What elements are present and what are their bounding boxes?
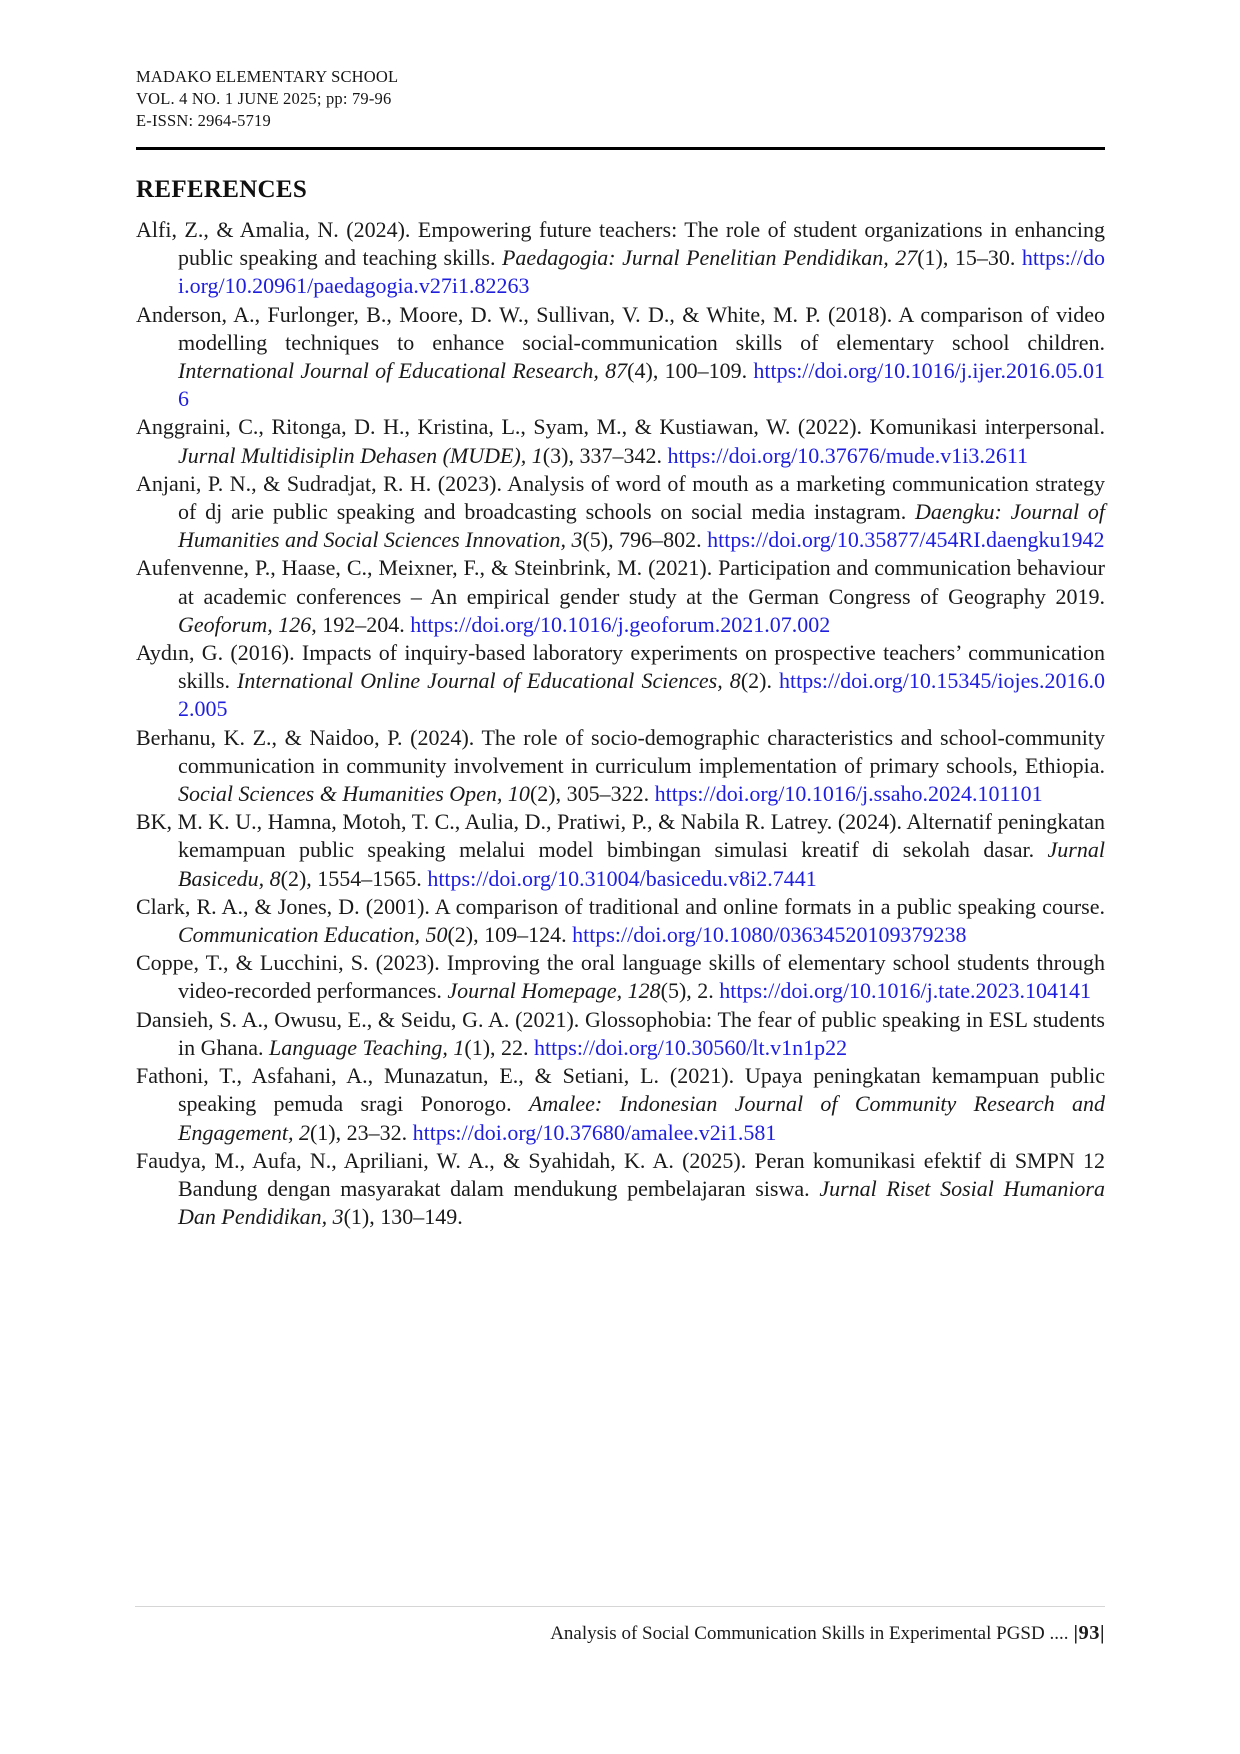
reference-entry [136,1062,1105,1147]
journal-title: Jurnal Riset Sosial Humaniora Dan Pendidikan, 3 [178,1175,1105,1230]
ref-text: BK, M. K. U., Hamna, Motoh, T. C., Aulia, D., Pratiwi, P., & Nabila R. Latrey. (2024). Alternatif peningkatan kemampuan public speaking melalui model bimbingan simulasi kreatif di sekolah dasar. [136,809,1105,863]
doi-link[interactable]: https://doi.org/10.15345/iojes.2016.02.005 [178,668,1105,722]
journal-title: International Online Journal of Educational Sciences, 8 [237,668,741,694]
doi-link[interactable]: https://doi.org/10.1080/03634520109379238 [572,922,967,948]
ref-text: (2), 1554–1565. [280,865,428,891]
doi-link[interactable]: https://doi.org/10.37680/amalee.v2i1.581 [412,1119,777,1145]
ref-text: (4), 100–109. [627,358,754,384]
doi-link[interactable]: https://doi.org/10.1016/j.ssaho.2024.101101 [654,781,1043,807]
journal-header [136,66,1105,132]
ref-text: (1), 15–30. [917,245,1022,271]
journal-name: MADAKO ELEMENTARY SCHOOL [136,67,399,86]
journal-title: Communication Education, 50 [178,922,448,948]
header-rule [136,147,1105,150]
ref-text: Anderson, A., Furlonger, B., Moore, D. W., Sullivan, V. D., & White, M. P. (2018). A comparison of video modelling techniques to enhance social-communication skills of elementary school children. [136,301,1105,355]
ref-text: (1), 130–149. [343,1204,463,1230]
references-list [136,216,1105,1231]
doi-link[interactable]: https://doi.org/10.1016/j.geoforum.2021.07.002 [410,611,831,637]
doi-link[interactable]: https://doi.org/10.35877/454RI.daengku1942 [707,527,1105,553]
ref-text: (2), 305–322. [529,781,655,807]
ref-text: Anggraini, C., Ritonga, D. H., Kristina, L., Syam, M., & Kustiawan, W. (2022). Komunikasi interpersonal. [136,414,1105,440]
doi-link[interactable]: https://doi.org/10.30560/lt.v1n1p22 [534,1034,848,1060]
doi-link[interactable]: https://doi.org/10.37676/mude.v1i3.2611 [667,442,1029,468]
journal-title: International Journal of Educational Research, 87 [178,358,628,384]
ref-text: Clark, R. A., & Jones, D. (2001). A comparison of traditional and online formats in a public speaking course. [136,893,1105,919]
ref-text: (2). [740,668,780,694]
reference-entry [136,949,1105,1005]
reference-entry [136,1006,1105,1062]
doi-link[interactable]: https://doi.org/10.31004/basicedu.v8i2.7441 [427,865,817,891]
ref-text: Aufenvenne, P., Haase, C., Meixner, F., & Steinbrink, M. (2021). Participation and communication behaviour at academic conferences – An empirical gender study at the German Congress of Geography 2019. [136,555,1105,609]
ref-text: Berhanu, K. Z., & Naidoo, P. (2024). The role of socio-demographic characteristics and school-community communication in community involvement in curriculum implementation of primary schools, Ethiopia. [136,724,1105,778]
reference-entry [136,301,1105,414]
ref-text: Coppe, T., & Lucchini, S. (2023). Improving the oral language skills of elementary school students through video-recorded performances. [136,950,1105,1004]
running-title: Analysis of Social Communication Skills in Experimental PGSD .... [550,1623,1069,1644]
journal-title: Language Teaching, 1 [269,1034,465,1060]
doi-link[interactable]: https://doi.org/10.20961/paedagogia.v27i1.82263 [178,245,1105,299]
page-footer [135,1606,1105,1645]
ref-text: Faudya, M., Aufa, N., Apriliani, W. A., & Syahidah, K. A. (2025). Peran komunikasi efektif di SMPN 12 Bandung dengan masyarakat dalam mendukung pembelajaran siswa. [136,1147,1105,1201]
ref-text: (1), 23–32. [309,1119,413,1145]
references-heading: REFERENCES [136,176,308,203]
journal-title: Social Sciences & Humanities Open, 10 [178,781,530,807]
journal-title: Jurnal Multidisiplin Dehasen (MUDE), 1 [178,442,543,468]
volume-issue-info: VOL. 4 NO. 1 JUNE 2025; pp: 79-96 [136,89,392,108]
reference-entry [136,639,1105,724]
ref-text: Anjani, P. N., & Sudradjat, R. H. (2023). Analysis of word of mouth as a marketing communication strategy of dj arie public speaking and broadcasting schools on social media instagram. [136,470,1105,525]
ref-text: Fathoni, T., Asfahani, A., Munazatun, E., & Setiani, L. (2021). Upaya peningkatan kemampuan public speaking pemuda sragi Ponorogo. [136,1063,1105,1117]
reference-entry [136,413,1105,469]
journal-title: Daengku: Journal of Humanities and Social Sciences Innovation, 3 [178,499,1105,553]
reference-entry [136,554,1105,639]
footer-text [135,1622,1105,1645]
journal-title: Geoforum, 126 [178,611,312,637]
ref-text: Dansieh, S. A., Owusu, E., & Seidu, G. A. (2021). Glossophobia: The fear of public speaking in ESL students in Ghana. [136,1006,1105,1060]
reference-entry [136,808,1105,893]
reference-entry [136,893,1105,949]
footer-rule [135,1606,1105,1607]
reference-entry [136,216,1105,301]
doi-link[interactable]: https://doi.org/10.1016/j.ijer.2016.05.016 [178,358,1106,412]
page-number: |93| [1073,1622,1105,1644]
ref-text: (1), 22. [464,1034,535,1060]
ref-text: (5), 796–802. [582,527,708,553]
journal-title: Jurnal Basicedu, 8 [178,837,1105,891]
journal-title: Journal Homepage, 128 [447,978,661,1004]
journal-title: Amalee: Indonesian Journal of Community Research and Engagement, 2 [178,1091,1105,1145]
ref-text: Aydın, G. (2016). Impacts of inquiry-based laboratory experiments on prospective teachers’ communication skills. [136,640,1105,694]
ref-text: (5), 2. [660,978,720,1004]
reference-entry [136,470,1105,555]
ref-text: (2), 109–124. [447,922,573,948]
journal-title: Paedagogia: Jurnal Penelitian Pendidikan, 27 [501,245,918,271]
ref-text: , 192–204. [311,611,411,637]
ref-text: Alfi, Z., & Amalia, N. (2024). Empowering future teachers: The role of student organizations in enhancing public speaking and teaching skills. [136,217,1105,271]
reference-entry [136,724,1105,809]
ref-text: (3), 337–342. [542,442,668,468]
eissn: E-ISSN: 2964-5719 [136,111,271,130]
reference-entry [136,1147,1105,1232]
doi-link[interactable]: https://doi.org/10.1016/j.tate.2023.104141 [719,978,1092,1004]
